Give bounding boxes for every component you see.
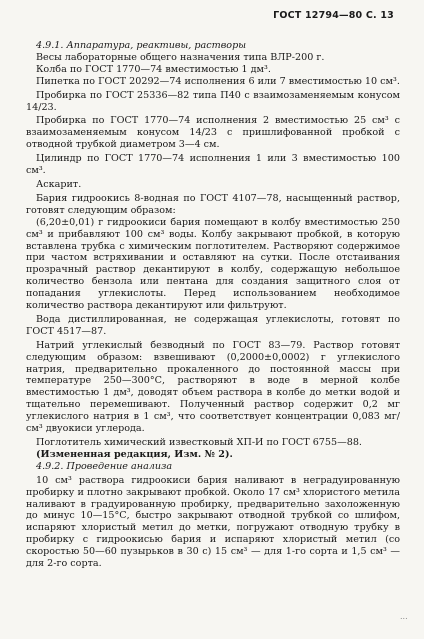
paragraph: Вода дистиллированная, не содержащая углекислоты, готовят по ГОСТ 4517—87. (26, 313, 400, 337)
paragraph: Пробирка по ГОСТ 1770—74 исполнения 2 вместимостью 25 см³ с взаимозаменяемым конусом 14/23 с пришлифованной пробкой с отводной трубкой диаметром 3—4 см. (26, 115, 400, 151)
page-margin-marks: ... (400, 612, 408, 621)
paragraph: Весы лабораторные общего назначения типа ВЛР-200 г. (36, 51, 325, 63)
paragraph: Поглотитель химический известковый ХП-И по ГОСТ 6755—88. (36, 437, 362, 448)
page-header: ГОСТ 12794—80 С. 13 (273, 10, 394, 21)
paragraph: Пробирка по ГОСТ 25336—82 типа П40 с взаимозаменяемым конусом 14/23. (26, 89, 400, 113)
section-heading-analysis: 4.9.2. Проведение анализа (36, 460, 173, 472)
paragraph: Колба по ГОСТ 1770—74 вместимостью 1 дм³. (36, 63, 271, 75)
paragraph: Цилиндр по ГОСТ 1770—74 исполнения 1 или 3 вместимостью 100 см³. (26, 153, 400, 177)
paragraph: (6,20±0,01) г гидроокиси бария помещают в колбу вместимостью 250 см³ и прибавляют 100 см³ воды. Колбу закрывают пробкой, в которую вставлена трубка с химическим поглотителем. Растворяют содержимое при частом встряхивании и оставляют на сутки. После отстаивания прозрачный раствор декантируют в колбу, содержащую небольшое количество бензола или пентана для создания защитного слоя от попадания углекислоты. Перед использованием необходимое количество раствора декантируют или фильтруют. (26, 216, 400, 312)
section-heading-apparatus: 4.9.1. Аппаратура, реактивы, растворы (36, 40, 247, 51)
paragraph: Бария гидроокись 8-водная по ГОСТ 4107—78, насыщенный раствор, готовят следующим образом: (26, 192, 400, 216)
paragraph: Аскарит. (36, 178, 82, 190)
amendment-note: (Измененная редакция, Изм. № 2). (36, 448, 233, 460)
paragraph: Пипетка по ГОСТ 20292—74 исполнения 6 или 7 вместимостью 10 см³. (36, 75, 400, 87)
document-body (26, 40, 400, 570)
paragraph: Натрий углекислый безводный по ГОСТ 83—79. Раствор готовят следующим образом: взвешивают (0,2000±0,0002) г углекислого натрия, предварительно прокаленного до постоянной массы при температуре 250—300°С, растворяют в воде в мерной колбе вместимостью 1 дм³, доводят объем раствора в колбе до метки водой и тщательно перемешивают. Полученный раствор содержит 0,2 мг углекислого натрия в 1 см³, что соответствует концентрации 0,083 мг/см³ двуокиси углерода. (26, 339, 400, 435)
paragraph: 10 см³ раствора гидроокиси бария наливают в неградуированную пробирку и плотно закрывают пробкой. Около 17 см³ хлористого метила наливают в градуированную пробирку, предварительно захоложенную до минус 10—15°С, быстро закрывают отводной трубкой со шлифом, испаряют хлористый метил до метки, погружают отводную трубку в пробирку с гидроокисью бария и испаряют хлористый метил (со скоростью 50—60 пузырьков в 30 с) 15 см³ — для 1-го сорта и 1,5 см³ — для 2-го сорта. (26, 474, 400, 570)
